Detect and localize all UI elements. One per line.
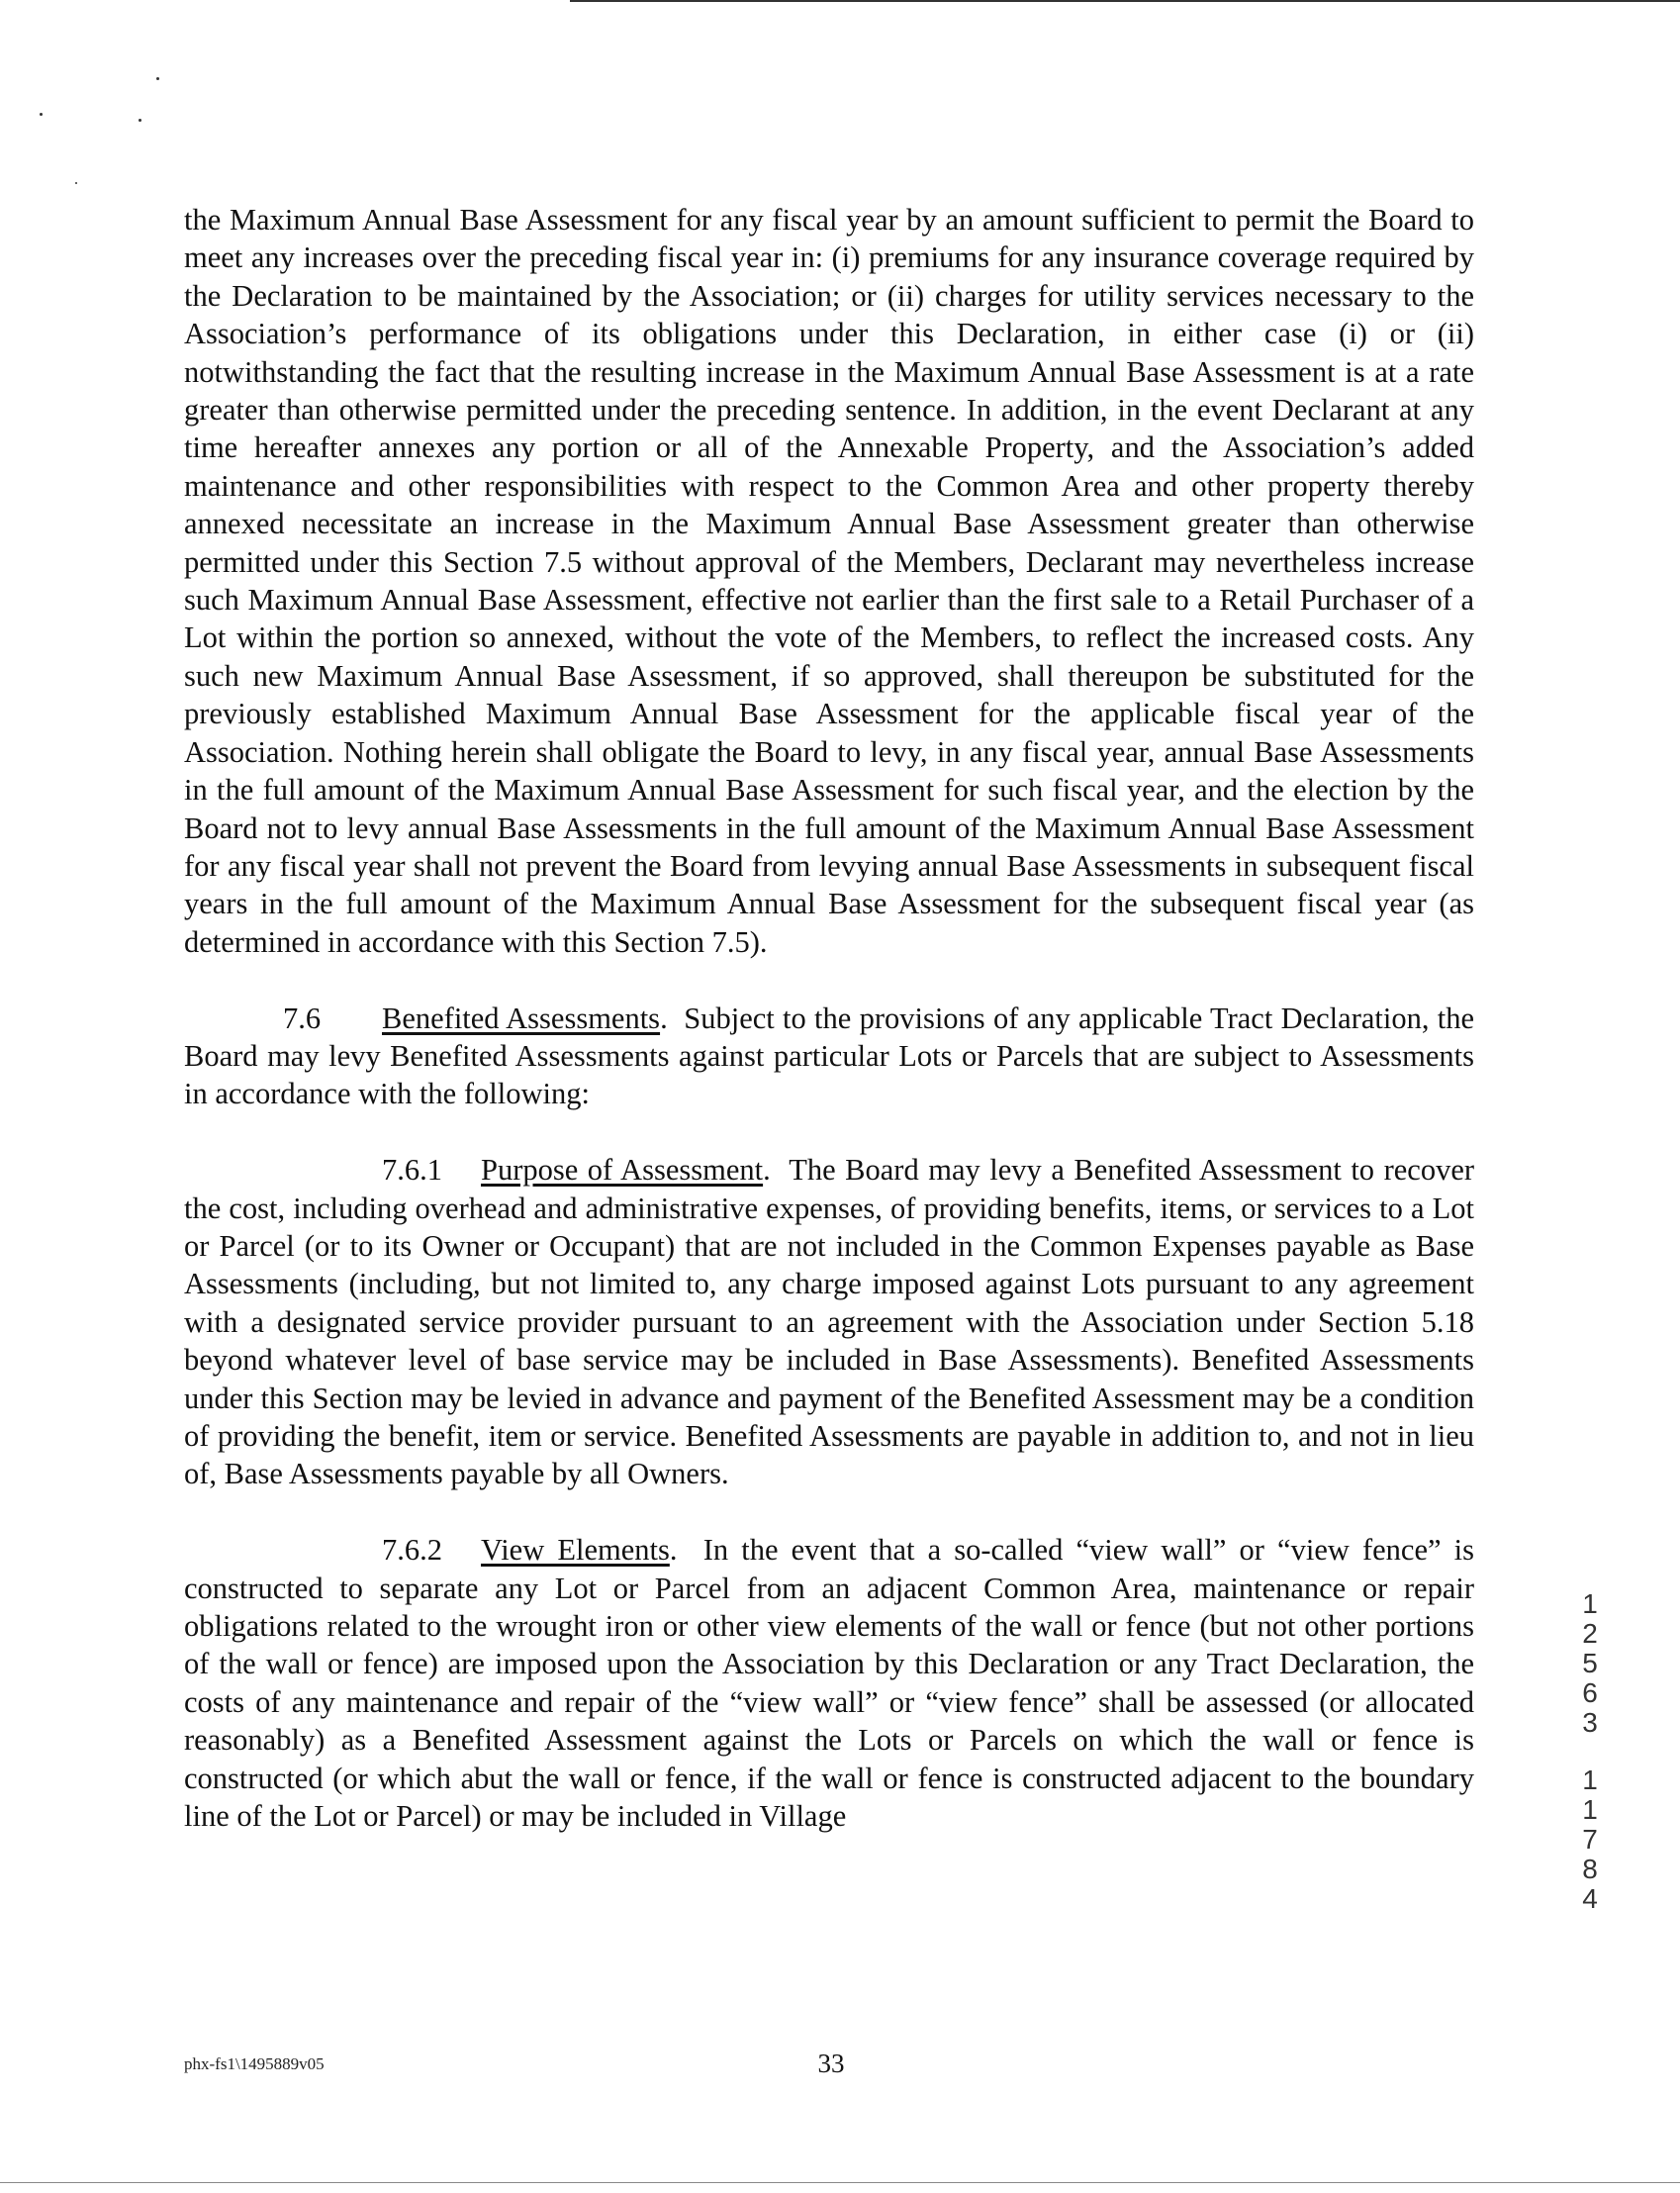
page-top-edge-rule <box>570 0 1680 2</box>
margin-digit: 4 <box>1582 1883 1598 1914</box>
margin-digit: 1 <box>1582 1794 1598 1825</box>
scan-speck <box>156 77 159 80</box>
subsection-title: View Elements <box>481 1533 670 1568</box>
margin-digit: 1 <box>1582 1588 1598 1619</box>
subsection-number: 7.6.2 <box>382 1533 442 1568</box>
margin-digit: 6 <box>1582 1677 1598 1708</box>
paragraph-text: the Maximum Annual Base Assessment for any fiscal year by an amount sufficient to permit the Board to meet any increases over the preceding fiscal year in: (i) premiums for any insurance coverage required by the Declaration to be maintained by the Association; or (ii) charges for utility services necessary to the Association’s performance of its obligations under this Declaration, in either case (i) or (ii) notwithstanding the fact that the resulting increase in the Maximum Annual Base Assessment is at a rate greater than otherwise permitted under the preceding sentence. In addition, in the event Declarant at any time hereafter annexes any portion or all of the Annexable Property, and the Association’s added maintenance and other responsibilities with respect to the Common Area and other property thereby annexed necessitate an increase in the Maximum Annual Base Assessment greater than otherwise permitted under this Section 7.5 without approval of the Members, Declarant may nevertheless increase such Maximum Annual Base Assessment, effective not earlier than the first sale to a Retail Purchaser of a Lot within the portion so annexed, without the vote of the Members, to reflect the increased costs. Any such new Maximum Annual Base Assessment, if so approved, shall thereupon be substituted for the previously established Maximum Annual Base Assessment for the applicable fiscal year of the Association. Nothing herein shall obligate the Board to levy, in any fiscal year, annual Base Assessments in the full amount of the Maximum Annual Base Assessment for such fiscal year, and the election by the Board not to levy annual Base Assessments in the full amount of the Maximum Annual Base Assessment for any fiscal year shall not prevent the Board from levying annual Base Assessments in subsequent fiscal years in the full amount of the Maximum Annual Base Assessment for the subsequent fiscal year (as determined in accordance with this Section 7.5). <box>184 203 1474 959</box>
section-7-6 <box>184 1000 1474 1113</box>
section-title-period: . <box>660 1001 668 1035</box>
margin-digit: 2 <box>1582 1618 1598 1649</box>
section-body: Subject to the provisions of any applicable Tract Declaration, the Board may levy Benefited Assessments against particular Lots or Parcels that are subject to Assessments in accordance with the following: <box>184 1001 1475 1111</box>
scan-speck <box>75 182 77 184</box>
section-number: 7.6 <box>283 1001 322 1035</box>
subsection-number: 7.6.1 <box>382 1153 442 1188</box>
margin-digit: 3 <box>1582 1707 1598 1738</box>
scan-speck <box>139 119 141 122</box>
margin-digit: 1 <box>1582 1764 1598 1795</box>
section-7-6-2 <box>184 1531 1474 1835</box>
margin-digit: 5 <box>1582 1648 1598 1678</box>
margin-digit: 8 <box>1582 1854 1598 1884</box>
section-7-6-1 <box>184 1151 1474 1493</box>
footer-document-id: phx-fs1\1495889v05 <box>184 2054 325 2073</box>
section-title: Benefited Assessments <box>382 1001 661 1035</box>
page-bottom-edge-rule <box>0 2182 1680 2183</box>
page-number: 33 <box>817 2049 845 2078</box>
margin-recording-number <box>1575 1589 1605 1914</box>
margin-gap <box>1575 1738 1605 1765</box>
margin-digit: 7 <box>1582 1824 1598 1855</box>
subsection-title: Purpose of Assessment <box>481 1153 764 1188</box>
paragraph-maximum-assessment <box>184 201 1474 961</box>
subsection-body: The Board may levy a Benefited Assessment to recover the cost, including overhead and administrative expenses, of providing benefits, items, or services to a Lot or Parcel (or to its Owner or Occupant) that are not included in the Common Expenses payable as Base Assessments (including, but not limited to, any charge imposed against Lots pursuant to any agreement with a designated service provider pursuant to an agreement with the Association under Section 5.18 beyond whatever level of base service may be included in Base Assessments). Benefited Assessments under this Section may be levied in advance and payment of the Benefited Assessment may be a condition of providing the benefit, item or service. Benefited Assessments are payable in addition to, and not in lieu of, Base Assessments payable by all Owners. <box>184 1153 1475 1491</box>
document-body <box>184 201 1474 1835</box>
subsection-title-period: . <box>763 1153 771 1188</box>
subsection-title-period: . <box>669 1533 678 1568</box>
subsection-body: In the event that a so-called “view wall” or “view fence” is constructed to separate any Lot or Parcel from an adjacent Common Area, maintenance or repair obligations related to the wrought iron or other view elements of the wall or fence (but not other portions of the wall or fence) are imposed upon the Association by this Declaration or any Tract Declaration, the costs of any maintenance and repair of the “view wall” or “view fence” shall be assessed (or allocated reasonably) as a Benefited Assessment against the Lots or Parcels on which the wall or fence is constructed (or which abut the wall or fence, if the wall or fence is constructed adjacent to the boundary line of the Lot or Parcel) or may be included in Village <box>184 1533 1474 1834</box>
scan-speck <box>40 113 43 116</box>
